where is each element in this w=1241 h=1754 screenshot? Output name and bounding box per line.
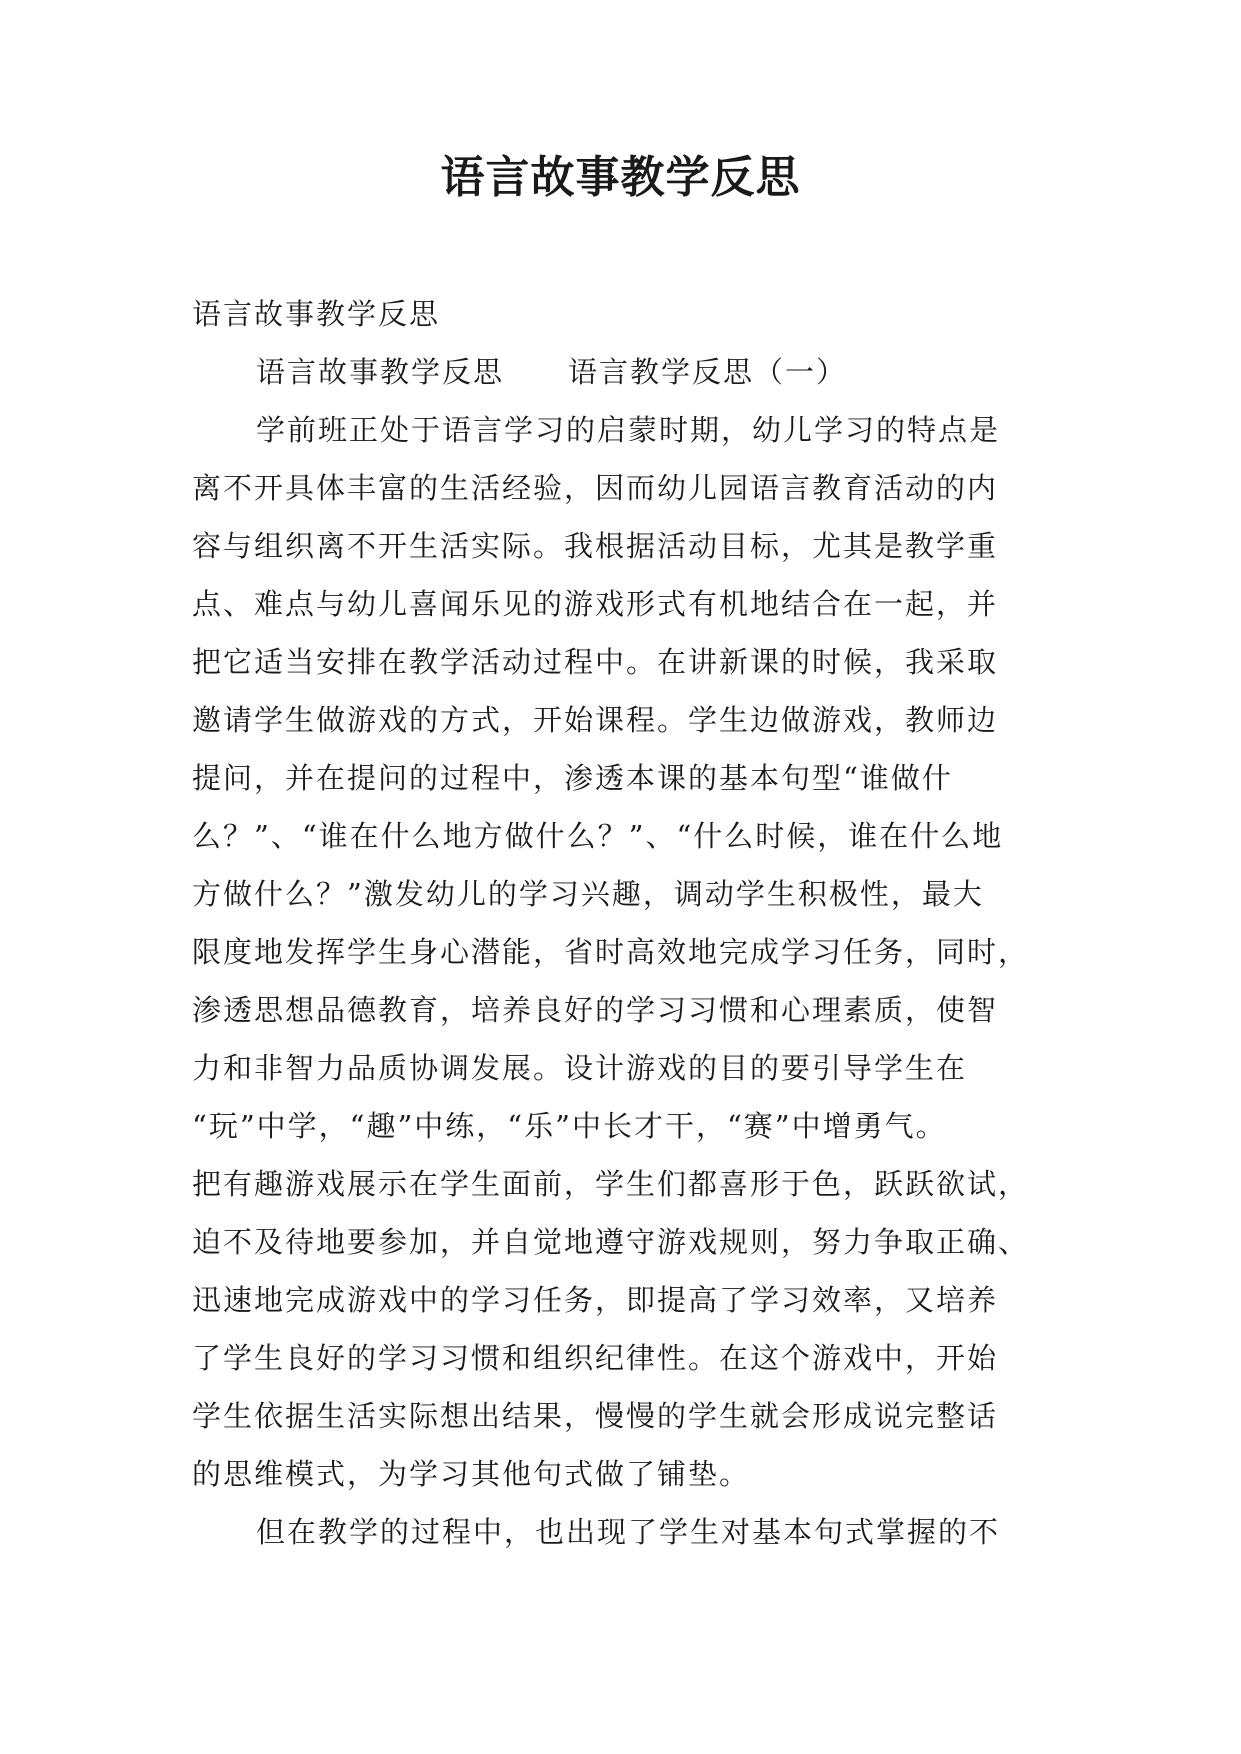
heading-left: 语言故事教学反思 <box>256 355 505 389</box>
paragraph-line: 学生依据生活实际想出结果，慢慢的学生就会形成说完整话 <box>192 1399 999 1433</box>
paragraph-line: 把它适当安排在教学活动过程中。在讲新课的时候，我采取 <box>192 645 999 679</box>
paragraph-line: 容与组织离不开生活实际。我根据活动目标，尤其是教学重 <box>192 529 999 563</box>
paragraph-line: 离不开具体丰富的生活经验，因而幼儿园语言教育活动的内 <box>192 471 999 505</box>
paragraph-line: 邀请学生做游戏的方式，开始课程。学生边做游戏，教师边 <box>192 703 999 737</box>
heading-right: 语言教学反思（一） <box>568 355 848 389</box>
paragraph-line: 了学生良好的学习习惯和组织纪律性。在这个游戏中，开始 <box>192 1341 999 1375</box>
paragraph-line: 但在教学的过程中，也出现了学生对基本句式掌握的不 <box>256 1515 1001 1549</box>
document-body <box>192 285 1054 1561</box>
paragraph-line: 点、难点与幼儿喜闻乐见的游戏形式有机地结合在一起，并 <box>192 587 999 621</box>
paragraph-line: 迫不及待地要参加，并自觉地遵守游戏规则，努力争取正确、 <box>192 1225 1030 1259</box>
paragraph-line: “玩”中学，“趣”中练，“乐”中长才干，“赛”中增勇气。 <box>192 1109 947 1143</box>
paragraph-line: 渗透思想品德教育，培养良好的学习习惯和心理素质，使智 <box>192 993 999 1027</box>
paragraph-line: 迅速地完成游戏中的学习任务，即提高了学习效率，又培养 <box>192 1283 999 1317</box>
paragraph-line: 力和非智力品质协调发展。设计游戏的目的要引导学生在 <box>192 1051 968 1085</box>
paragraph-line: 么？”、“谁在什么地方做什么？”、“什么时候，谁在什么地 <box>192 819 1004 853</box>
paragraph-line: 提问，并在提问的过程中，渗透本课的基本句型“谁做什 <box>192 761 953 795</box>
paragraph-line: 把有趣游戏展示在学生面前，学生们都喜形于色，跃跃欲试， <box>192 1167 1030 1201</box>
paragraph-line: 的思维模式，为学习其他句式做了铺垫。 <box>192 1457 751 1491</box>
paragraph-line: 方做什么？”激发幼儿的学习兴趣，调动学生积极性，最大 <box>192 877 984 911</box>
subtitle-line: 语言故事教学反思 <box>192 297 441 331</box>
paragraph-line: 学前班正处于语言学习的启蒙时期，幼儿学习的特点是 <box>256 413 1001 447</box>
document-title: 语言故事教学反思 <box>440 152 801 203</box>
paragraph-line: 限度地发挥学生身心潜能，省时高效地完成学习任务，同时， <box>192 935 1030 969</box>
heading-line <box>192 343 1054 401</box>
